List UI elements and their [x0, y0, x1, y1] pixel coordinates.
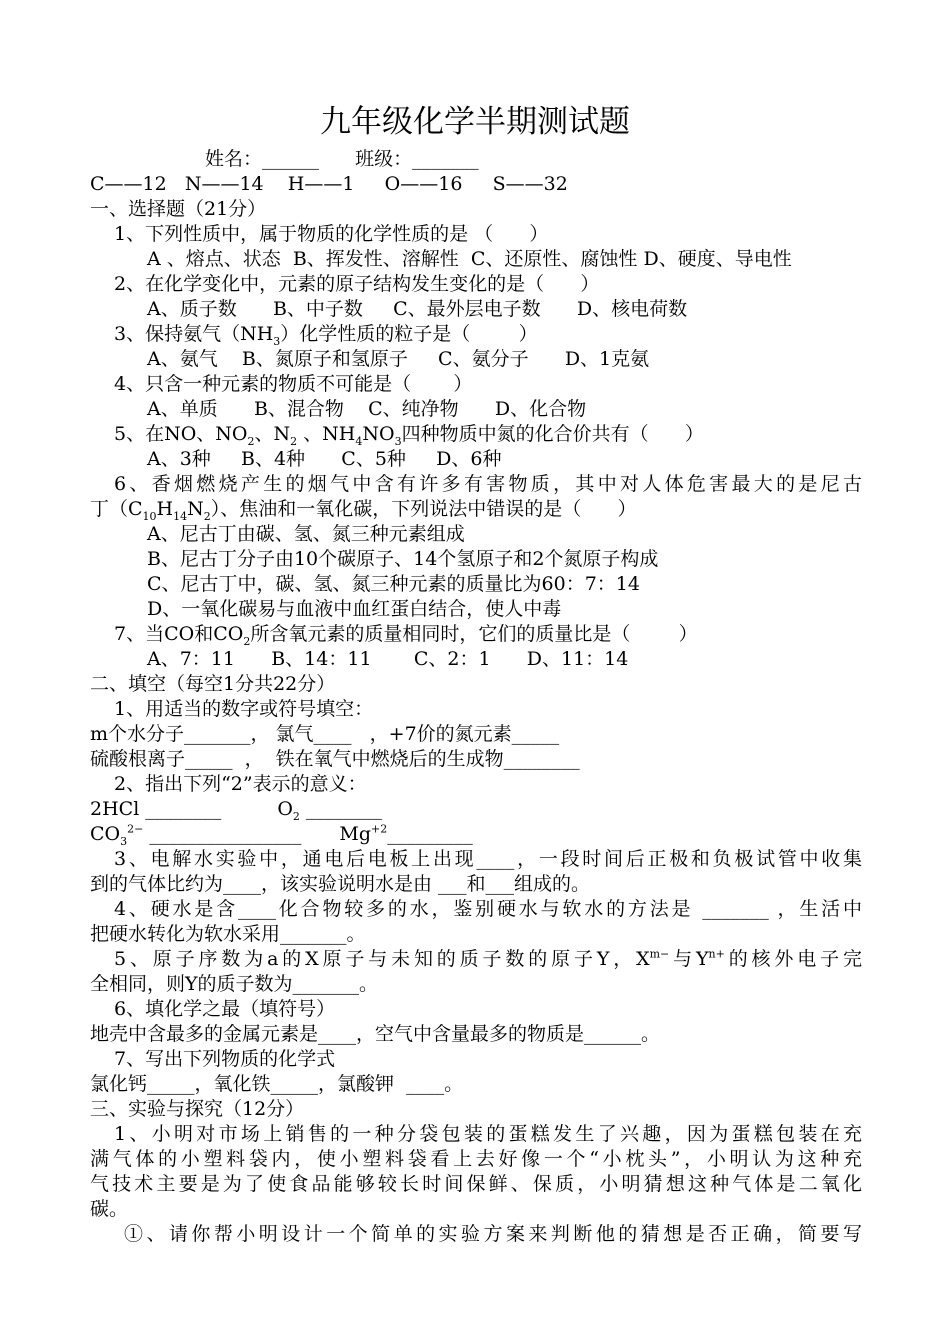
q6-text-c: N: [187, 498, 204, 520]
exp-q1-line1: 1、小明对市场上销售的一种分袋包装的蛋糕发生了兴趣，因为蛋糕包装在充: [114, 1123, 862, 1145]
q5-text-3: 、NH: [297, 423, 356, 445]
q5-sub-2: 2: [290, 434, 298, 448]
q5-options: A、3种 B、4种 C、5种 D、6种: [147, 448, 502, 470]
fill-q2-stem: 2、指出下列“2”表示的意义：: [114, 773, 367, 795]
q2-options: A、质子数 B、中子数 C、最外层电子数 D、核电荷数: [147, 298, 688, 320]
fill-q6-stem: 6、填化学之最（填符号）: [114, 998, 336, 1020]
exp-q1-sub1: ①、请你帮小明设计一个简单的实验方案来判断他的猜想是否正确，简要写: [124, 1223, 862, 1245]
q3-stem-text-2: ）化学性质的粒子是（ ）: [280, 323, 538, 345]
fill-q4-line2: 把硬水转化为软水采用_______。: [90, 923, 366, 945]
q3-stem-text: 3、保持氨气（NH: [114, 323, 274, 345]
q5f-text-c: 的核外电子完: [724, 948, 862, 970]
q6-option-d: D、一氧化碳易与血液中血红蛋白结合，使人中毒: [147, 598, 562, 620]
q7-text-b: 所含氧元素的质量相同时，它们的质量比是（ ）: [250, 623, 698, 645]
hcl-item: 2HCl ________: [90, 798, 222, 820]
fill-q7-stem: 7、写出下列物质的化学式: [114, 1048, 336, 1070]
fill-q6-line: 地壳中含最多的金属元素是____，空气中含量最多的物质是______。: [90, 1023, 661, 1045]
exp-q1-line2: 满气体的小塑料袋内，使小塑料袋看上去好像一个“小枕头”，小明认为这种充: [90, 1148, 862, 1170]
fill-q1-stem: 1、用适当的数字或符号填空：: [114, 698, 374, 720]
q7-text-a: 7、当CO和CO: [114, 623, 244, 645]
co3-item: CO: [90, 823, 121, 845]
class-blank: _______: [412, 148, 479, 170]
q5-text-4: NO: [362, 423, 395, 445]
mg-superscript: +2: [371, 822, 388, 836]
q7-options: A、7：11 B、14：11 C、2：1 D、11：14: [147, 648, 629, 670]
exp-q1-line3: 气技术主要是为了使食品能够较长时间保鲜、保质，小明猜想这种气体是二氧化: [90, 1173, 862, 1195]
co3-superscript: 2−: [127, 822, 144, 836]
q5f-sup-2: n+: [708, 947, 725, 961]
name-blank: ______: [262, 148, 320, 170]
name-label: 姓名：: [205, 148, 263, 170]
o2-blank: ________: [299, 798, 382, 820]
fill-q2-line2: [90, 822, 862, 847]
q3-stem: [114, 322, 862, 347]
q6-sub-3: 2: [203, 509, 211, 523]
q6-text-d: ）、焦油和一氧化碳，下列说法中错误的是（ ）: [210, 498, 637, 520]
q5f-sup-1: m−: [649, 947, 670, 961]
q6-option-c: C、尼古丁中，碳、氢、氮三种元素的质量比为60：7：14: [147, 573, 640, 595]
section1-heading: 一、选择题（21分）: [90, 198, 267, 220]
q1-stem: 1、下列性质中，属于物质的化学性质的是 （ ）: [114, 223, 549, 245]
q6-line1: 6、香烟燃烧产生的烟气中含有许多有害物质，其中对人体危害最大的是尼古: [114, 473, 862, 495]
q6-sub-1: 10: [142, 509, 157, 523]
mg-item: Mg: [339, 823, 372, 845]
page-title: 九年级化学半期测试题: [320, 104, 630, 140]
class-label: 班级：: [355, 148, 413, 170]
o2-item: O: [277, 798, 293, 820]
section3-heading: 三、实验与探究（12分）: [90, 1098, 305, 1120]
q6-option-b: B、尼古丁分子由10个碳原子、14个氢原子和2个氮原子构成: [147, 548, 659, 570]
fill-q2-line1: [90, 797, 862, 822]
fill-q5-line2: 全相同，则Y的质子数为_______。: [90, 973, 379, 995]
q6-line2: [90, 497, 862, 522]
fill-q4-line1: 4、硬水是含____化合物较多的水，鉴别硬水与软水的方法是 _______ ，生活中: [114, 898, 862, 920]
q6-option-a: A、尼古丁由碳、氢、氮三种元素组成: [147, 523, 465, 545]
q5-sub-3: 4: [355, 434, 363, 448]
q7-stem: [114, 622, 862, 647]
mg-blank: _________: [387, 823, 473, 845]
q4-options: A、单质 B、混合物 C、纯净物 D、化合物: [147, 398, 587, 420]
q5f-text-b: 与Y: [669, 948, 709, 970]
q5f-text-a: 5、原子序数为a的X原子与未知的质子数的原子Y，X: [114, 948, 650, 970]
q3-subscript: 3: [273, 334, 281, 348]
q5-text-5: 四种物质中氮的化合价共有（ ）: [401, 423, 704, 445]
q2-stem: 2、在化学变化中，元素的原子结构发生变化的是（ ）: [114, 273, 600, 295]
q6-sub-2: 14: [173, 509, 188, 523]
q5-sub-1: 2: [247, 434, 255, 448]
student-info-line: [205, 147, 805, 172]
fill-q1-line1: m个水分子_______， 氯气____ ，+7价的氮元素_____: [90, 723, 560, 745]
fill-q1-line2: 硫酸根离子_____ ， 铁在氧气中燃烧后的生成物________: [90, 748, 580, 770]
q5-stem: [114, 422, 862, 447]
o2-subscript: 2: [292, 809, 300, 823]
fill-q5-line1: [114, 947, 862, 972]
fill-q7-line: 氯化钙_____，氧化铁_____，氯酸钾 ____。: [90, 1073, 464, 1095]
co3-blank: ________________: [143, 823, 302, 845]
q1-options: A 、熔点、状态 B、挥发性、溶解性 C、还原性、腐蚀性 D、硬度、导电性: [147, 248, 792, 270]
q4-stem: 4、只含一种元素的物质不可能是（ ）: [114, 373, 473, 395]
q6-text-a: 丁（C: [90, 498, 143, 520]
q7-sub: 2: [243, 634, 251, 648]
fill-q3-line1: 3、电解水实验中，通电后电板上出现____，一段时间后正极和负极试管中收集: [114, 848, 862, 870]
exp-q1-line4: 碳。: [90, 1198, 129, 1220]
section2-heading: 二、填空（每空1分共22分）: [90, 673, 336, 695]
q3-options: A、氨气 B、氮原子和氢原子 C、氨分子 D、1克氨: [147, 348, 650, 370]
co3-subscript: 3: [120, 834, 128, 848]
q5-sub-4: 3: [394, 434, 402, 448]
q6-text-b: H: [156, 498, 174, 520]
q5-text-2: 、N: [254, 423, 291, 445]
q5-text-1: 5、在NO、NO: [114, 423, 248, 445]
fill-q3-line2: 到的气体比约为____，该实验说明水是由 ___和___组成的。: [90, 873, 591, 895]
atomic-masses: C——12 N——14 H——1 O——16 S——32: [90, 173, 568, 195]
